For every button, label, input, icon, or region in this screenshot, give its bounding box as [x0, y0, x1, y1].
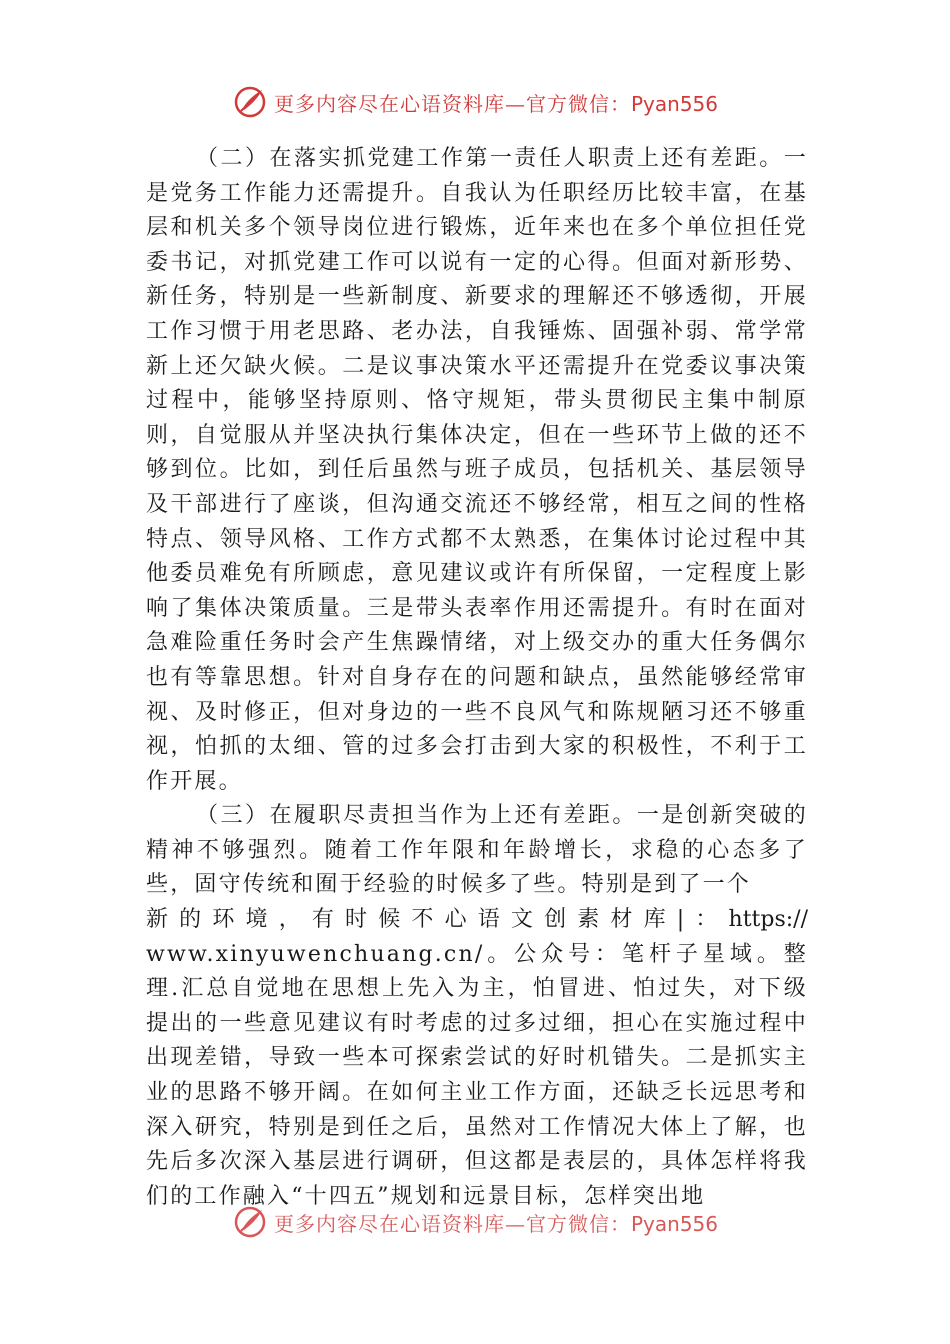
paragraph: www.xinyuwenchuang.cn/。公众号：笔杆子星域。整理.汇总自觉地在思想上先入为主，怕冒进、怕过失，对下级提出的一些意见建议有时考虑的过多过细，担心在实施过程中出现差错，导致一些本可探索尝试的好时机错失。二是抓实主业的思路不够开阔。在如何主业工作方面，还缺乏长远思考和深入研究，特别是到任之后，虽然对工作情况大体上了解，也先后多次深入基层进行调研，但这都是表层的，具体怎样将我们的工作融入“十四五”规划和远景目标，怎样突出地 [146, 941, 808, 1209]
quill-seal-icon [232, 1204, 268, 1240]
watermark-text: 更多内容尽在心语资料库—官方微信：Pyan556 [273, 91, 718, 116]
paragraph-line: 新的环境，有时候不心语文创素材库|：https:// [146, 907, 808, 933]
quill-seal-icon [232, 84, 268, 120]
watermark-text: 更多内容尽在心语资料库—官方微信：Pyan556 [273, 1211, 718, 1236]
paragraph: （二）在落实抓党建工作第一责任人职责上还有差距。一是党务工作能力还需提升。自我认为任职经历比较丰富，在基层和机关多个领导岗位进行锻炼，近年来也在多个单位担任党委书记，对抓党建工作可以说有一定的心得。但面对新形势、新任务，特别是一些新制度、新要求的理解还不够透彻，开展工作习惯于用老思路、老办法，自我锤炼、固强补弱、常学常新上还欠缺火候。二是议事决策水平还需提升在党委议事决策过程中，能够坚持原则、恪守规矩，带头贯彻民主集中制原则，自觉服从并坚决执行集体决定，但在一些环节上做的还不够到位。比如，到任后虽然与班子成员，包括机关、基层领导及干部进行了座谈，但沟通交流还不够经常，相互之间的性格特点、领导风格、工作方式都不太熟悉，在集体讨论过程中其他委员难免有所顾虑，意见建议或许有所保留，一定程度上影响了集体决策质量。三是带头表率作用还需提升。有时在面对急难险重任务时会产生焦躁情绪，对上级交办的重大任务偶尔也有等靠思想。针对自身存在的问题和缺点，虽然能够经常审视、及时修正，但对身边的一些不良风气和陈规陋习还不够重视，怕抓的太细、管的过多会打击到大家的积极性，不利于工作开展。 [146, 146, 808, 794]
document-body [146, 142, 808, 1214]
watermark-banner-top [0, 82, 950, 122]
paragraph: （三）在履职尽责担当作为上还有差距。一是创新突破的精神不够强烈。随着工作年限和年龄增长，求稳的心态多了些，固守传统和囿于经验的时候多了些。特别是到了一个 [146, 803, 808, 898]
watermark-banner-bottom [0, 1202, 950, 1242]
